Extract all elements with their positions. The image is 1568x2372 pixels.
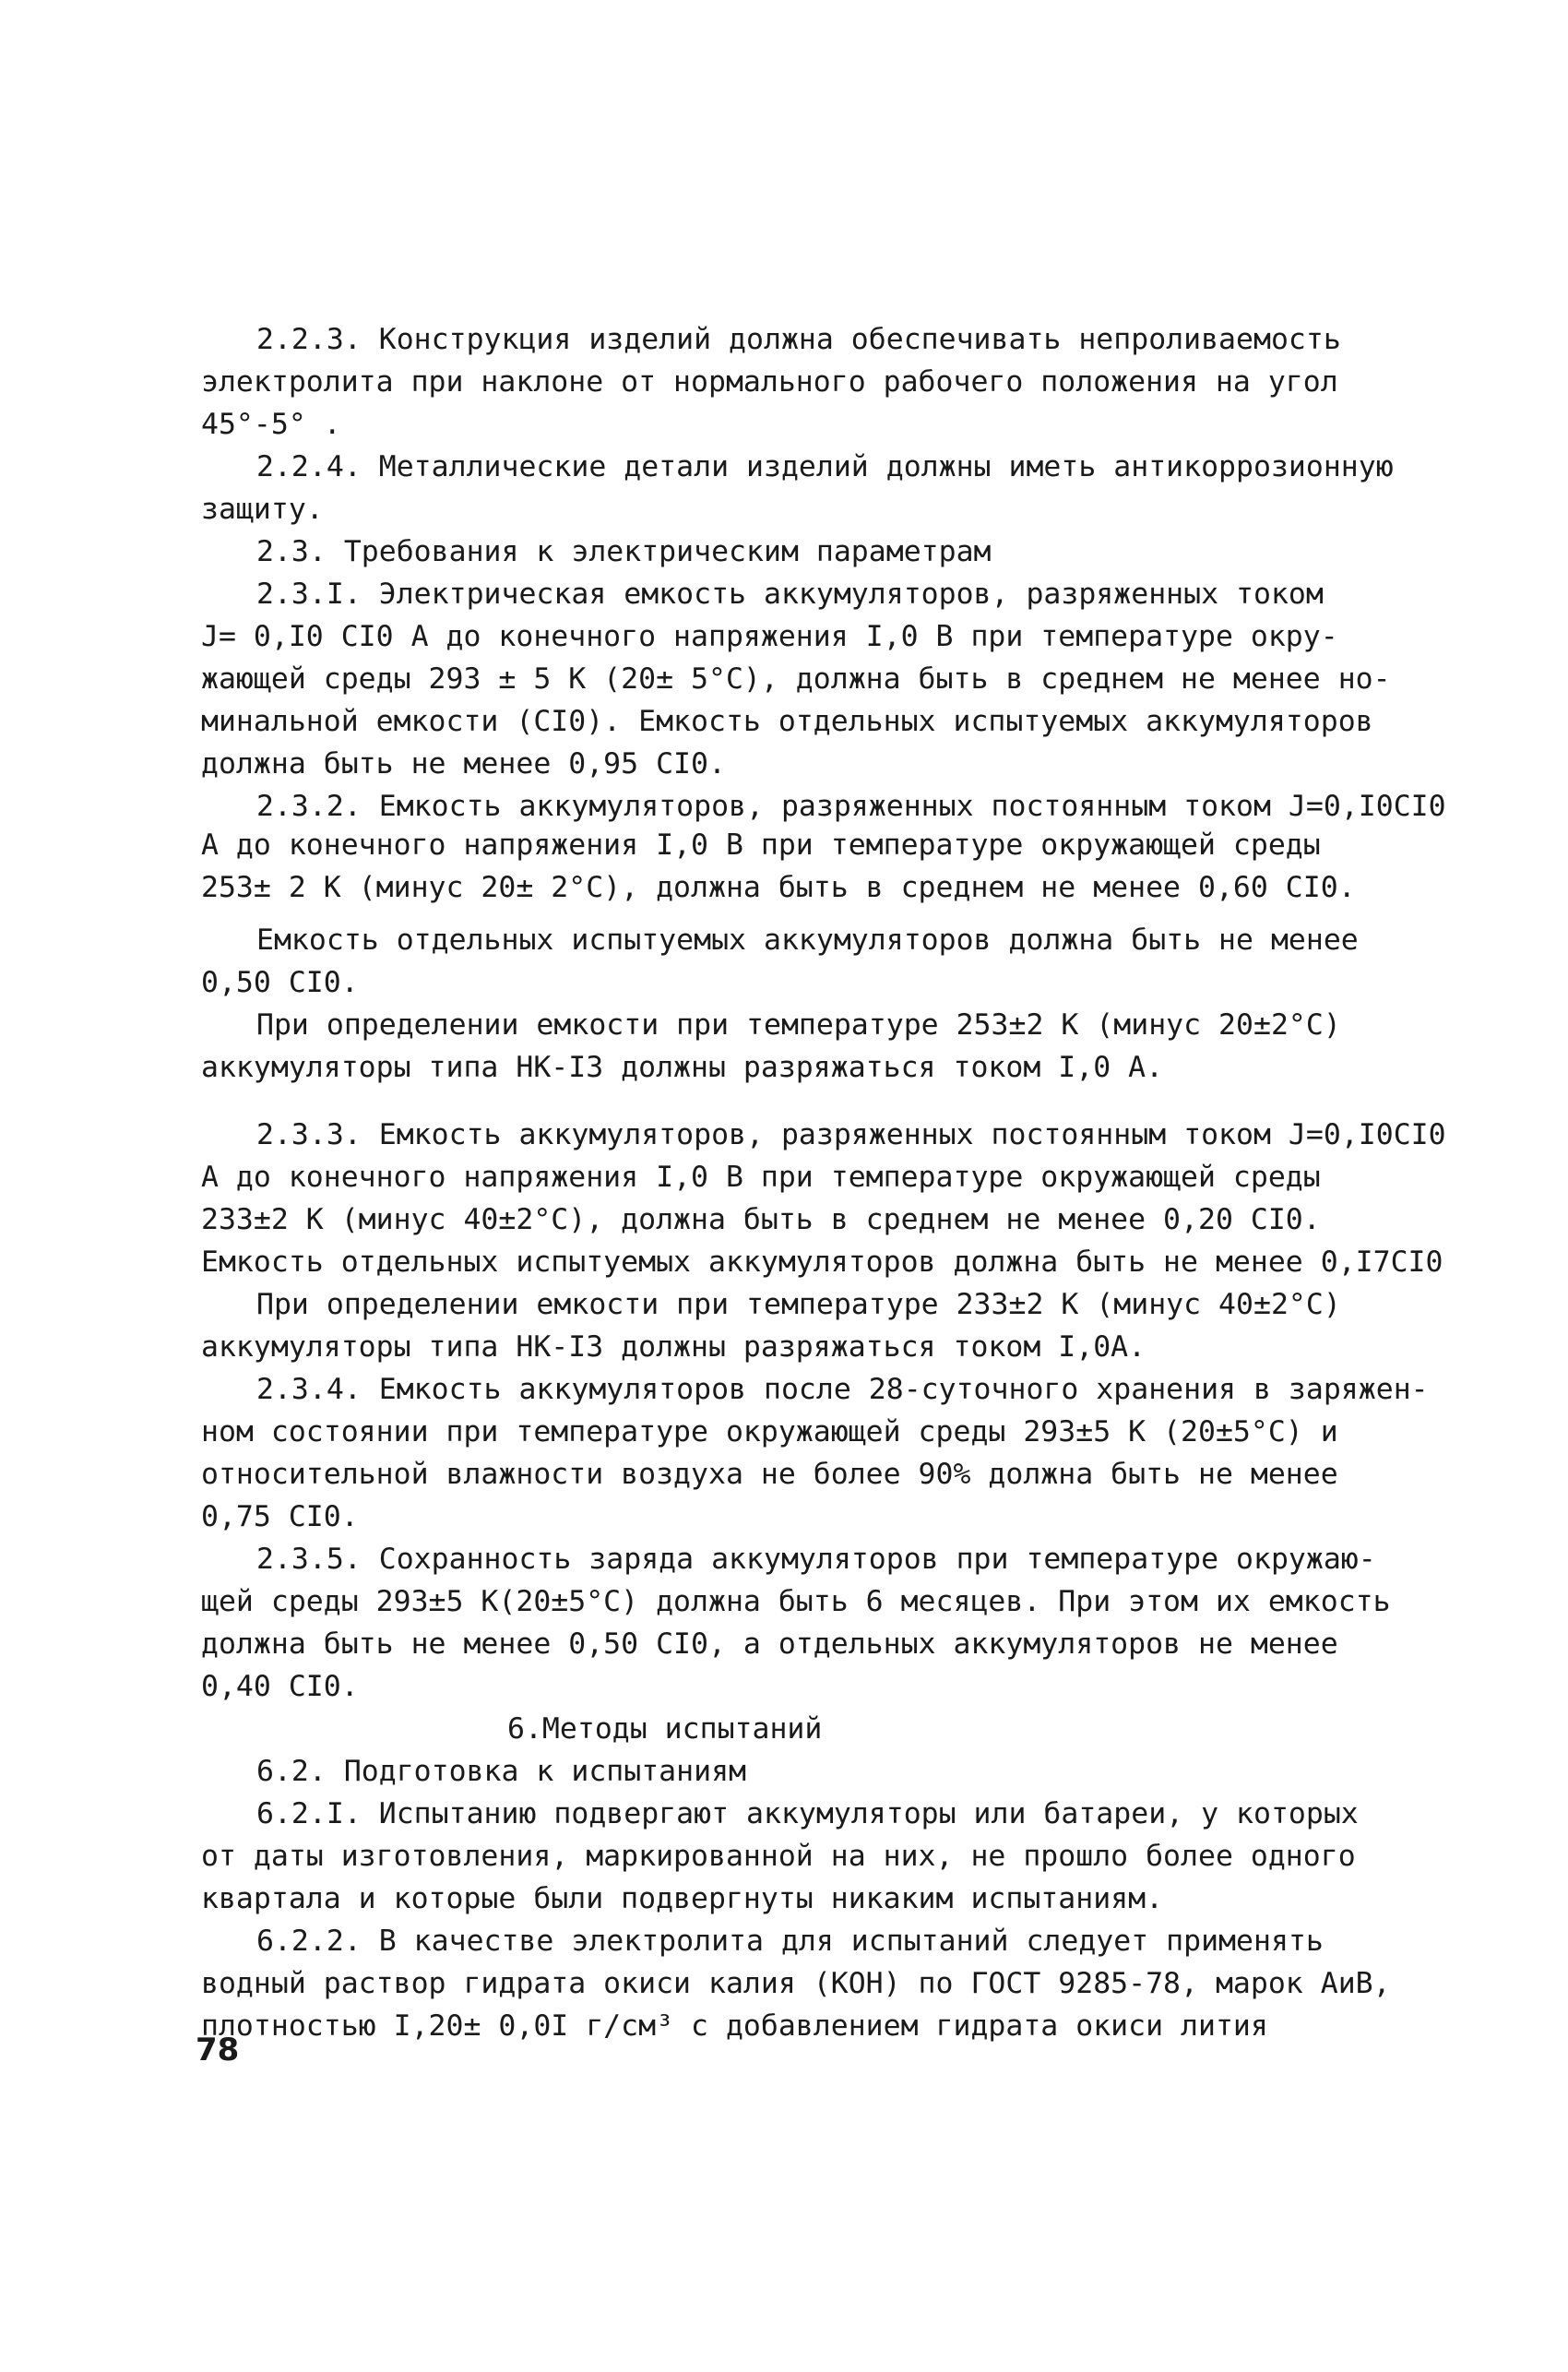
paragraph-2-3-2-line-3: 253± 2 К (минус 20± 2°С), должна быть в среднем не менее 0,60 CI0. <box>201 871 1356 904</box>
paragraph-253k-line-1: При определении емкости при температуре 253±2 К (минус 20±2°С) <box>256 1008 1341 1042</box>
paragraph-capacity-050-line-1: Емкость отдельных испытуемых аккумуляторов должна быть не менее <box>256 924 1359 957</box>
paragraph-2-3-5-line-3: должна быть не менее 0,50 CI0, а отдельных аккумуляторов не менее <box>201 1627 1338 1661</box>
paragraph-2-3-1-line-3: жающей среды 293 ± 5 К (20± 5°С), должна быть в среднем не менее но- <box>201 662 1391 696</box>
paragraph-2-3-5-line-2: щей среды 293±5 К(20±5°С) должна быть 6 месяцев. При этом их емкость <box>201 1585 1391 1618</box>
paragraph-6-2-1-line-2: от даты изготовления, маркированной на них, не прошло более одного <box>201 1840 1356 1873</box>
paragraph-2-2-3-line-2: электролита при наклоне от нормального рабочего положения на угол <box>201 365 1338 399</box>
section-title-6-test-methods: 6.Методы испытаний <box>507 1712 823 1746</box>
paragraph-2-2-4-line-1: 2.2.4. Металлические детали изделий должны иметь антикоррозионную <box>256 450 1394 483</box>
paragraph-2-3-5-line-4: 0,40 CI0. <box>201 1670 359 1703</box>
paragraph-6-2-1-line-3: квартала и которые были подвергнуты никаким испытаниям. <box>201 1882 1164 1915</box>
paragraph-6-2-2-line-2: водный раствор гидрата окиси калия (КОН) по ГОСТ 9285-78, марок АиВ, <box>201 1967 1391 2000</box>
paragraph-2-3-4-line-1: 2.3.4. Емкость аккумуляторов после 28-суточного хранения в заряжен- <box>256 1373 1429 1406</box>
paragraph-2-3-4-line-4: 0,75 CI0. <box>201 1500 359 1533</box>
paragraph-2-3-1-line-4: минальной емкости (CI0). Емкость отдельных испытуемых аккумуляторов <box>201 705 1373 738</box>
paragraph-2-3-4-line-3: относительной влажности воздуха не более 90% должна быть не менее <box>201 1458 1338 1491</box>
section-heading-6-2: 6.2. Подготовка к испытаниям <box>256 1755 747 1788</box>
paragraph-2-3-4-line-2: ном состоянии при температуре окружающей среды 293±5 К (20±5°С) и <box>201 1415 1338 1448</box>
paragraph-2-3-5-line-1: 2.3.5. Сохранность заряда аккумуляторов при температуре окружаю- <box>256 1543 1376 1576</box>
paragraph-233k-line-1: При определении емкости при температуре 233±2 К (минус 40±2°С) <box>256 1288 1341 1321</box>
paragraph-233k-line-2: аккумуляторы типа НК-I3 должны разряжаться током I,0А. <box>201 1330 1146 1364</box>
paragraph-2-3-2-line-1: 2.3.2. Емкость аккумуляторов, разряженных постоянным током J=0,I0CI0 <box>256 790 1446 823</box>
paragraph-capacity-050-line-2: 0,50 CI0. <box>201 966 359 999</box>
paragraph-2-2-3-line-1: 2.2.3. Конструкция изделий должна обеспечивать непроливаемость <box>256 323 1341 356</box>
paragraph-253k-line-2: аккумуляторы типа НК-I3 должны разряжаться током I,0 А. <box>201 1051 1164 1084</box>
paragraph-6-2-2-line-3: плотностью I,20± 0,0I г/см³ с добавлением гидрата окиси лития <box>201 2009 1268 2043</box>
paragraph-2-2-3-line-3: 45°-5° . <box>201 408 341 441</box>
paragraph-2-3-3-line-1: 2.3.3. Емкость аккумуляторов, разряженных постоянным током J=0,I0CI0 <box>256 1118 1446 1151</box>
paragraph-2-3-2-line-2: А до конечного напряжения I,0 В при температуре окружающей среды <box>201 828 1321 862</box>
paragraph-2-2-4-line-2: защиту. <box>201 493 324 526</box>
section-heading-2-3: 2.3. Требования к электрическим параметрам <box>256 535 992 568</box>
paragraph-2-3-3-line-3: 233±2 К (минус 40±2°С), должна быть в среднем не менее 0,20 CI0. <box>201 1203 1321 1236</box>
page-number: 78 <box>196 2032 240 2068</box>
paragraph-2-3-3-line-4: Емкость отдельных испытуемых аккумуляторов должна быть не менее 0,I7CI0 <box>201 1246 1443 1279</box>
paragraph-6-2-2-line-1: 6.2.2. В качестве электролита для испытаний следует применять <box>256 1925 1324 1958</box>
paragraph-2-3-1-line-2: J= 0,I0 CI0 А до конечного напряжения I,0 В при температуре окру- <box>201 620 1338 653</box>
paragraph-2-3-3-line-2: А до конечного напряжения I,0 В при температуре окружающей среды <box>201 1161 1321 1194</box>
paragraph-2-3-1-line-1: 2.3.I. Электрическая емкость аккумуляторов, разряженных током <box>256 578 1324 611</box>
paragraph-6-2-1-line-1: 6.2.I. Испытанию подвергают аккумуляторы или батареи, у которых <box>256 1797 1359 1830</box>
paragraph-2-3-1-line-5: должна быть не менее 0,95 CI0. <box>201 747 726 781</box>
